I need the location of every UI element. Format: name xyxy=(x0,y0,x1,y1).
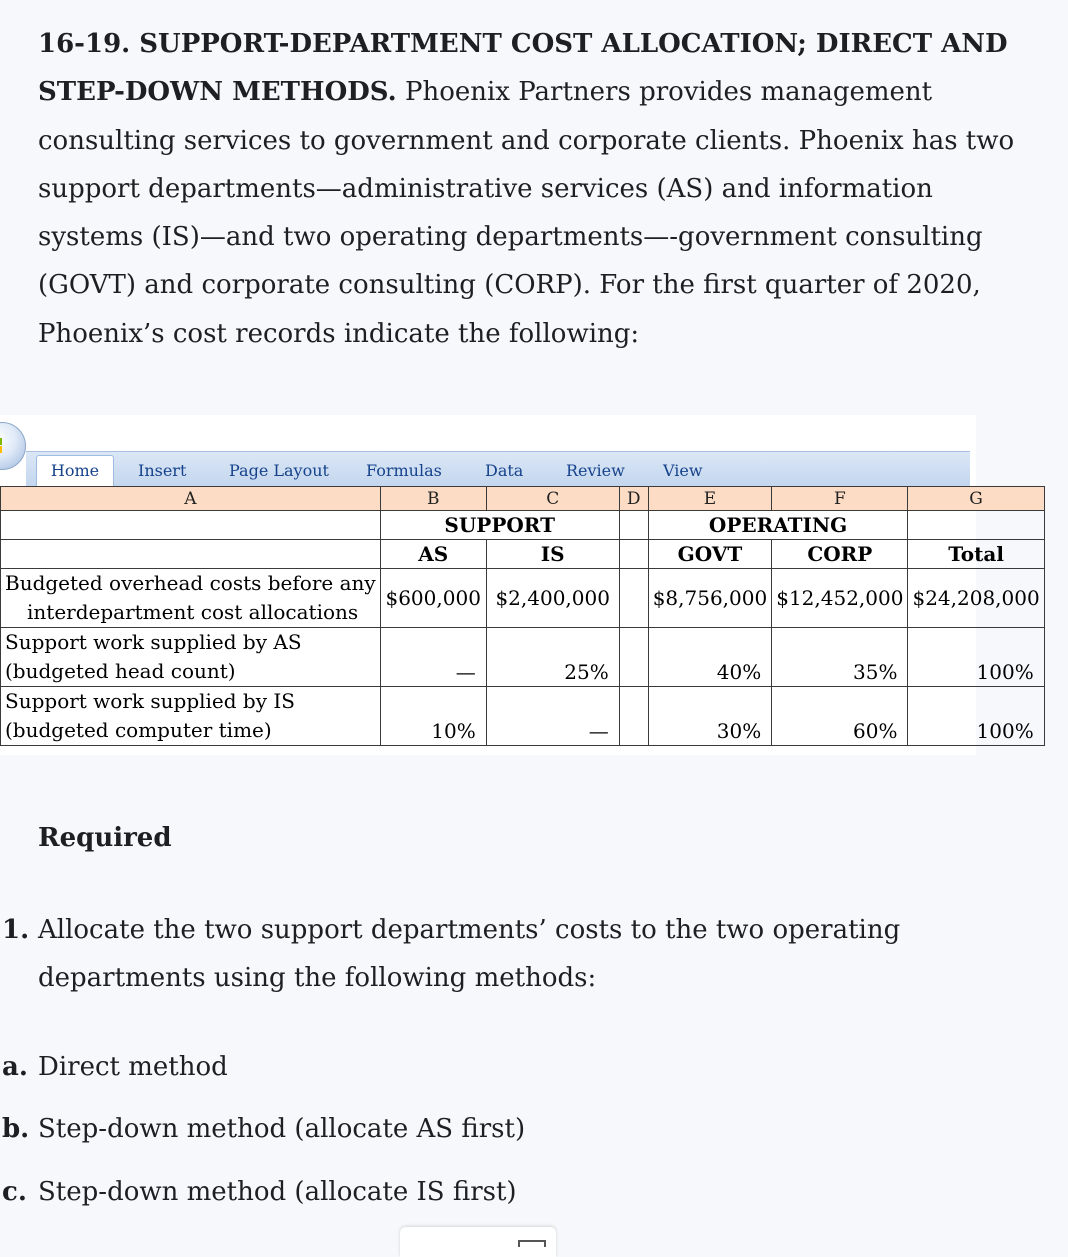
as-value: 10% xyxy=(380,687,486,746)
govt-header: GOVT xyxy=(648,540,772,569)
operating-header: OPERATING xyxy=(648,511,908,540)
as-value: $600,000 xyxy=(380,569,486,628)
corp-value: 35% xyxy=(772,628,908,687)
question-number: 1. xyxy=(2,915,30,945)
question-1 xyxy=(2,906,938,1002)
column-header-b: B xyxy=(380,487,486,511)
row-label: (budgeted head count) xyxy=(1,657,381,687)
is-value: $2,400,000 xyxy=(486,569,619,628)
method-c xyxy=(2,1168,517,1216)
column-header-e: E xyxy=(648,487,772,511)
column-header-d: D xyxy=(619,487,648,511)
required-heading: Required xyxy=(38,823,172,853)
method-a xyxy=(2,1043,228,1091)
method-marker: c. xyxy=(2,1177,27,1207)
method-marker: a. xyxy=(2,1052,28,1082)
govt-value: $8,756,000 xyxy=(648,569,772,628)
office-logo-icon xyxy=(0,438,2,453)
table-row xyxy=(1,569,1045,599)
tab-home: Home xyxy=(36,455,114,486)
govt-value: 40% xyxy=(648,628,772,687)
question-text: Allocate the two support departments’ costs to the two operating departments using the following methods: xyxy=(38,915,901,993)
total-value: $24,208,000 xyxy=(908,569,1044,628)
row-label: Budgeted overhead costs before any xyxy=(1,569,381,599)
total-value: 100% xyxy=(908,687,1044,746)
method-b xyxy=(2,1105,526,1153)
column-header-g: G xyxy=(908,487,1044,511)
group-header-row xyxy=(1,511,1045,540)
column-header-c: C xyxy=(486,487,619,511)
method-text: Step-down method (allocate IS first) xyxy=(38,1177,517,1207)
as-header: AS xyxy=(380,540,486,569)
problem-heading: 16-19. SUPPORT-DEPARTMENT COST ALLOCATION; DIRECT AND STEP-DOWN METHODS. xyxy=(38,29,1008,108)
support-header: SUPPORT xyxy=(380,511,619,540)
corp-value: 60% xyxy=(772,687,908,746)
method-marker: b. xyxy=(2,1114,30,1144)
tab-review: Review xyxy=(566,461,625,480)
bottom-toolbar-tab[interactable] xyxy=(400,1227,556,1257)
problem-body: Phoenix Partners provides management consulting services to government and corporate clients. Phoenix has two support departments—administrative services (AS) and information systems (IS)—and two operating departments—-government consulting (GOVT) and corporate consulting (CORP). For the first quarter of 2020, Phoenix’s cost records indicate the following: xyxy=(38,77,1015,349)
tab-view: View xyxy=(663,461,703,480)
row-label: interdepartment cost allocations xyxy=(1,598,381,628)
method-text: Direct method xyxy=(38,1052,228,1082)
corp-value: $12,452,000 xyxy=(772,569,908,628)
tab-insert: Insert xyxy=(138,461,187,480)
problem-statement xyxy=(38,20,1038,358)
is-value: — xyxy=(486,687,619,746)
tab-page-layout: Page Layout xyxy=(229,461,329,480)
is-value: 25% xyxy=(486,628,619,687)
row-label: (budgeted computer time) xyxy=(1,716,381,746)
column-header-row xyxy=(1,487,1045,511)
table-row xyxy=(1,628,1045,658)
row-label: Support work supplied by IS xyxy=(1,687,381,717)
row-label: Support work supplied by AS xyxy=(1,628,381,658)
table-row xyxy=(1,687,1045,717)
total-header: Total xyxy=(908,540,1044,569)
cost-table xyxy=(0,486,1045,746)
method-text: Step-down method (allocate AS first) xyxy=(38,1114,526,1144)
column-header-a: A xyxy=(1,487,381,511)
tab-formulas: Formulas xyxy=(366,461,442,480)
total-value: 100% xyxy=(908,628,1044,687)
is-header: IS xyxy=(486,540,619,569)
govt-value: 30% xyxy=(648,687,772,746)
corp-header: CORP xyxy=(772,540,908,569)
sub-header-row xyxy=(1,540,1045,569)
tab-data: Data xyxy=(485,461,524,480)
as-value: — xyxy=(380,628,486,687)
column-header-f: F xyxy=(772,487,908,511)
